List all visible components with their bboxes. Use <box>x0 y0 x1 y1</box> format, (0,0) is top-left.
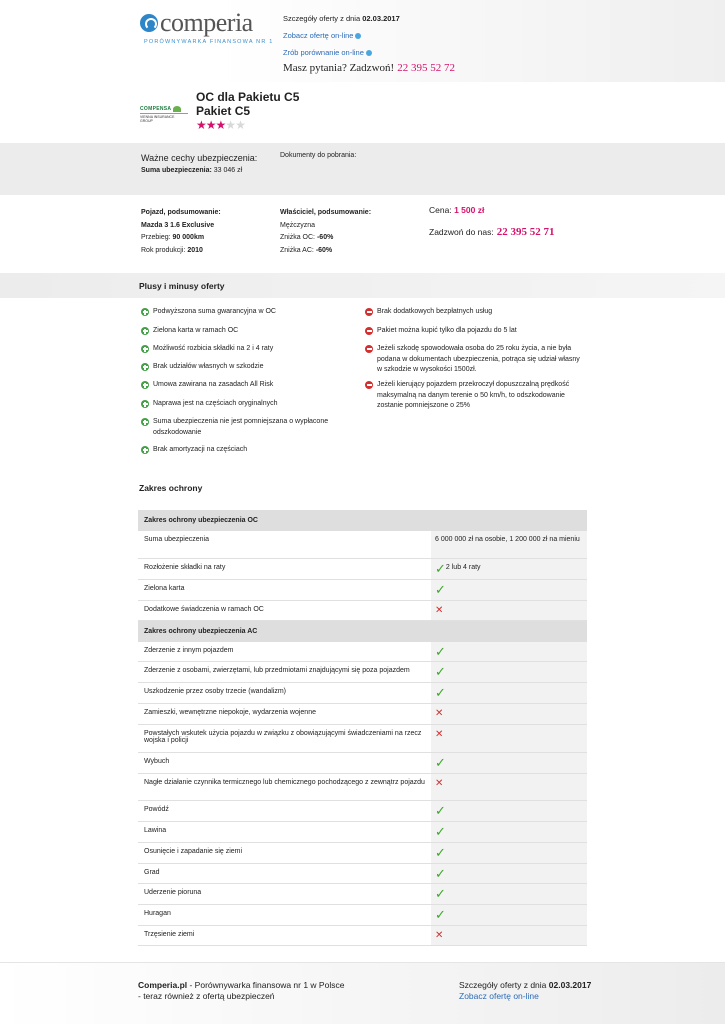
coverage-label: Zderzenie z osobami, zwierzętami, lub przedmiotami znajdującymi się poza pojazdem <box>138 662 431 682</box>
coverage-label: Rozłożenie składki na raty <box>138 559 431 579</box>
pro-item <box>141 362 351 373</box>
minus-circle-icon <box>365 345 373 353</box>
header-info <box>283 14 400 65</box>
footer-offer-date-label: Szczegóły oferty z dnia <box>459 980 547 990</box>
coverage-label: Trzęsienie ziemi <box>138 926 431 945</box>
coverage-value-text: 6 000 000 zł na osobie, 1 200 000 zł na mieniu <box>435 536 580 543</box>
coverage-value <box>431 580 587 600</box>
coverage-label: Lawina <box>138 822 431 842</box>
check-icon: ✓ <box>435 824 446 839</box>
table-row <box>138 725 587 753</box>
coverage-table <box>138 510 587 946</box>
owner-gender: Mężczyzna <box>280 221 316 229</box>
star-empty-icon: ★ <box>225 118 236 132</box>
oc-discount-label: Zniżka OC: <box>280 234 316 241</box>
coverage-value <box>431 725 587 752</box>
product-title-block <box>196 90 299 118</box>
insurer-logo-sub: VIENNA INSURANCE GROUP <box>140 113 188 123</box>
page-header <box>0 0 725 82</box>
table-section-header: Zakres ochrony ubezpieczenia OC <box>138 510 587 531</box>
offer-date: 02.03.2017 <box>362 14 400 23</box>
owner-summary <box>280 207 371 257</box>
page-footer <box>0 962 725 1024</box>
offer-date-label: Szczegóły oferty z dnia <box>283 14 361 23</box>
logo-subtitle: PORÓWNYWARKA FINANSOWA NR 1 <box>144 39 274 45</box>
coverage-value <box>431 642 587 661</box>
plus-circle-icon <box>141 363 149 371</box>
con-text: Brak dodatkowych bezpłatnych usług <box>377 308 493 315</box>
con-item <box>365 326 585 337</box>
pros-cons-header <box>0 273 725 298</box>
footer-offer-info <box>459 980 591 1002</box>
check-icon: ✓ <box>435 866 446 881</box>
coverage-label: Zderzenie z innym pojazdem <box>138 642 431 661</box>
owner-heading: Właściciel, podsumowanie: <box>280 209 372 216</box>
plus-circle-icon <box>141 400 149 408</box>
info-icon <box>355 33 361 39</box>
sum-insured <box>141 167 242 174</box>
features-title: Ważne cechy ubezpieczenia: <box>141 153 258 163</box>
table-row <box>138 642 587 662</box>
check-icon: ✓ <box>435 803 446 818</box>
table-row <box>138 580 587 601</box>
coverage-value <box>431 822 587 842</box>
coverage-label: Nagłe działanie czynnika termicznego lub chemicznego pochodzącego z zewnątrz pojazdu <box>138 774 431 800</box>
star-empty-icon: ★ <box>235 118 245 132</box>
table-row <box>138 822 587 843</box>
coverage-value <box>431 662 587 682</box>
pro-text: Umowa zawirana na zasadach All Risk <box>153 381 274 388</box>
pro-text: Podwyższona suma gwarancyjna w OC <box>153 308 276 315</box>
pro-text: Brak udziałów własnych w szkodzie <box>153 363 264 370</box>
check-icon: ✓ <box>435 664 446 679</box>
table-row <box>138 884 587 905</box>
comperia-logo[interactable] <box>140 8 274 45</box>
table-row <box>138 843 587 864</box>
cross-icon: ✕ <box>435 778 444 789</box>
pro-item <box>141 326 351 337</box>
coverage-value <box>431 559 587 579</box>
comperia-logo-icon <box>140 14 158 32</box>
cross-icon: ✕ <box>435 729 444 740</box>
price-value: 1 500 zł <box>454 205 485 215</box>
minus-circle-icon <box>365 381 373 389</box>
info-icon <box>366 50 372 56</box>
coverage-value <box>431 801 587 821</box>
call-us <box>429 226 554 238</box>
pro-item <box>141 344 351 355</box>
minus-circle-icon <box>365 327 373 335</box>
pro-text: Zielona karta w ramach OC <box>153 327 239 334</box>
coverage-value <box>431 704 587 724</box>
coverage-label: Osunięcie i zapadanie się ziemi <box>138 843 431 863</box>
pro-item <box>141 380 351 391</box>
coverage-value <box>431 926 587 945</box>
minus-circle-icon <box>365 308 373 316</box>
sum-insured-label: Suma ubezpieczenia: <box>141 167 212 174</box>
price-label: Cena: <box>429 205 452 215</box>
table-row <box>138 531 587 559</box>
vehicle-heading: Pojazd, podsumowanie: <box>141 209 221 216</box>
coverage-label: Suma ubezpieczenia <box>138 531 431 558</box>
star-rating <box>196 118 245 132</box>
pro-item <box>141 445 351 456</box>
coverage-label: Wybuch <box>138 753 431 773</box>
table-row <box>138 774 587 801</box>
year-label: Rok produkcji: <box>141 246 186 254</box>
star-filled-icon: ★ <box>196 118 206 132</box>
plus-circle-icon <box>141 327 149 335</box>
footer-brand: Comperia.pl <box>138 980 188 990</box>
coverage-value <box>431 864 587 883</box>
footer-line2: - teraz również z ofertą ubezpieczeń <box>138 991 275 1001</box>
check-icon: ✓ <box>435 561 446 576</box>
table-row <box>138 704 587 725</box>
check-icon: ✓ <box>435 845 446 860</box>
coverage-value <box>431 531 587 558</box>
pro-item <box>141 417 351 438</box>
table-row <box>138 905 587 926</box>
header-phone <box>283 62 455 74</box>
coverage-label: Grad <box>138 864 431 883</box>
plus-circle-icon <box>141 381 149 389</box>
footer-tagline <box>138 980 344 1002</box>
table-section-header: Zakres ochrony ubezpieczenia AC <box>138 621 587 642</box>
table-row <box>138 683 587 704</box>
cross-icon: ✕ <box>435 605 444 616</box>
call-phone-number[interactable]: 22 395 52 71 <box>496 226 555 238</box>
pros-cons-title: Plusy i minusy oferty <box>139 281 225 291</box>
header-phone-number[interactable]: 22 395 52 72 <box>397 62 455 74</box>
check-icon: ✓ <box>435 907 446 922</box>
coverage-value <box>431 753 587 773</box>
table-row <box>138 753 587 774</box>
check-icon: ✓ <box>435 755 446 770</box>
plus-circle-icon <box>141 446 149 454</box>
insurer-logo <box>140 106 188 123</box>
table-row <box>138 864 587 884</box>
documents-label: Dokumenty do pobrania: <box>280 152 357 159</box>
coverage-value-text: 2 lub 4 raty <box>445 564 481 571</box>
plus-circle-icon <box>141 418 149 426</box>
pro-text: Możliwość rozbicia składki na 2 i 4 raty <box>153 345 274 352</box>
summary-section <box>0 195 725 273</box>
check-icon: ✓ <box>435 582 446 597</box>
table-row <box>138 801 587 822</box>
insurer-logo-text: COMPENSA <box>140 106 172 112</box>
footer-view-online-link[interactable]: Zobacz ofertę on-line <box>459 991 539 1001</box>
footer-line1: - Porównywarka finansowa nr 1 w Polsce <box>187 980 345 990</box>
vehicle-summary <box>141 207 221 257</box>
pro-item <box>141 399 351 410</box>
star-filled-icon: ★ <box>215 118 226 132</box>
coverage-value <box>431 884 587 904</box>
coverage-value <box>431 774 587 800</box>
con-text: Pakiet można kupić tylko dla pojazdu do 5 lat <box>377 327 517 334</box>
logo-text: comperia <box>160 8 253 37</box>
leaf-icon <box>173 106 181 112</box>
pro-item <box>141 307 351 318</box>
ac-discount-value: -60% <box>315 246 333 254</box>
con-item <box>365 344 585 376</box>
coverage-label: Powódź <box>138 801 431 821</box>
pro-text: Brak amortyzacji na częściach <box>153 446 248 453</box>
product-title: OC dla Pakietu C5 <box>196 90 300 104</box>
coverage-title: Zakres ochrony <box>139 483 203 493</box>
oc-discount-value: -60% <box>316 234 334 241</box>
plus-circle-icon <box>141 308 149 316</box>
coverage-label: Zamieszki, wewnętrzne niepokoje, wydarzenia wojenne <box>138 704 431 724</box>
con-text: Jeżeli szkodę spowodowała osoba do 25 roku życia, a nie była podana w dokumentach ubezpieczenia, potrąca się udział własny w szkodzie w wysokości 1500zł. <box>377 345 580 373</box>
coverage-label: Uderzenie pioruna <box>138 884 431 904</box>
cross-icon: ✕ <box>435 708 444 719</box>
coverage-value <box>431 905 587 925</box>
pro-text: Suma ubezpieczenia nie jest pomniejszana o wypłacone odszkodowanie <box>153 418 329 436</box>
coverage-label: Uszkodzenie przez osoby trzecie (wandalizm) <box>138 683 431 703</box>
cross-icon: ✕ <box>435 930 444 941</box>
plus-circle-icon <box>141 345 149 353</box>
coverage-label: Dodatkowe świadczenia w ramach OC <box>138 601 431 620</box>
mileage-value: 90 000km <box>172 234 205 241</box>
sum-insured-value: 33 046 zł <box>213 167 243 174</box>
coverage-label: Powstałych wskutek użycia pojazdu w związku z obowiązującymi świadczeniami na rzecz wojska i policji <box>138 725 431 752</box>
ac-discount-label: Zniżka AC: <box>280 246 314 254</box>
coverage-label: Zielona karta <box>138 580 431 600</box>
product-subtitle: Pakiet C5 <box>196 104 251 118</box>
year-value: 2010 <box>187 246 203 254</box>
mileage-label: Przebieg: <box>141 234 171 241</box>
question-text: Masz pytania? Zadzwoń! <box>283 62 395 74</box>
con-item <box>365 307 585 318</box>
price <box>429 205 484 215</box>
check-icon: ✓ <box>435 644 446 659</box>
check-icon: ✓ <box>435 886 446 901</box>
coverage-label: Huragan <box>138 905 431 925</box>
pro-text: Naprawa jest na częściach oryginalnych <box>153 400 278 407</box>
star-filled-icon: ★ <box>205 118 216 132</box>
features-section <box>0 143 725 195</box>
table-row <box>138 601 587 621</box>
coverage-value <box>431 683 587 703</box>
coverage-value <box>431 601 587 620</box>
footer-offer-date: 02.03.2017 <box>548 980 592 990</box>
vehicle-model: Mazda 3 1.6 Exclusive <box>141 221 215 229</box>
table-row <box>138 559 587 580</box>
check-icon: ✓ <box>435 685 446 700</box>
coverage-value <box>431 843 587 863</box>
con-item <box>365 380 585 412</box>
call-label: Zadzwoń do nas: <box>429 227 494 237</box>
table-row <box>138 662 587 683</box>
table-row <box>138 926 587 946</box>
con-text: Jeżeli kierujący pojazdem przekroczył dopuszczalną prędkość maksymalną na danym terenie o 50 km/h, to odszkodowanie zostanie pomniejszone o 25% <box>377 381 570 409</box>
offer-date-line <box>283 14 400 31</box>
view-online-link[interactable]: Zobacz ofertę on-line <box>283 31 354 40</box>
compare-online-link[interactable]: Zrób porównanie on-line <box>283 48 364 57</box>
